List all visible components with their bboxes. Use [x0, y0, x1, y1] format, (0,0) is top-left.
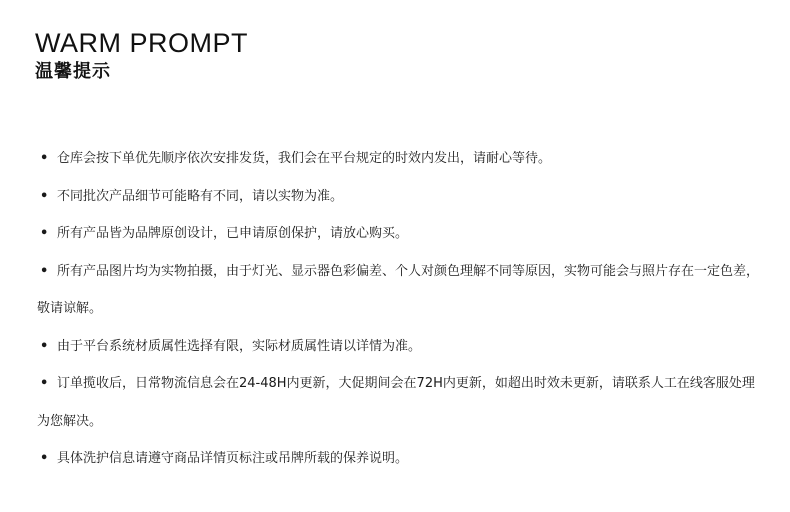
title-chinese: 温馨提示	[35, 61, 111, 82]
note-text: 所有产品皆为品牌原创设计，已申请原创保护，请放心购买。	[57, 226, 409, 241]
bullet-icon: •	[40, 188, 49, 204]
note-text: 不同批次产品细节可能略有不同，请以实物为准。	[57, 188, 344, 204]
warm-prompt-header	[35, 26, 248, 84]
note-item	[37, 215, 762, 253]
bullet-icon: •	[40, 451, 49, 466]
bullet-icon: •	[40, 226, 49, 241]
bullet-icon: •	[40, 263, 49, 279]
bullet-icon: •	[40, 376, 49, 391]
title-english: WARM PROMPT	[35, 28, 248, 58]
note-item	[37, 440, 762, 478]
note-item	[37, 365, 762, 440]
note-text: 所有产品图片均为实物拍摄，由于灯光、显示器色彩偏差、个人对颜色理解不同等原因，实物可能会与照片存在一定色差，敬请谅解。	[37, 263, 760, 316]
note-item	[37, 178, 762, 216]
notes-list	[37, 140, 762, 478]
note-item	[37, 253, 762, 328]
note-text: 具体洗护信息请遵守商品详情页标注或吊牌所载的保养说明。	[57, 451, 409, 466]
note-item	[37, 328, 762, 366]
note-text: 仓库会按下单优先顺序依次安排发货，我们会在平台规定的时效内发出，请耐心等待。	[57, 151, 552, 166]
bullet-icon: •	[40, 338, 49, 354]
note-text: 订单揽收后，日常物流信息会在24-48H内更新，大促期间会在72H内更新，如超出时效未更新，请联系人工在线客服处理为您解决。	[37, 376, 755, 429]
note-text: 由于平台系统材质属性选择有限，实际材质属性请以详情为准。	[57, 338, 422, 354]
note-item	[37, 140, 762, 178]
bullet-icon: •	[40, 151, 49, 166]
